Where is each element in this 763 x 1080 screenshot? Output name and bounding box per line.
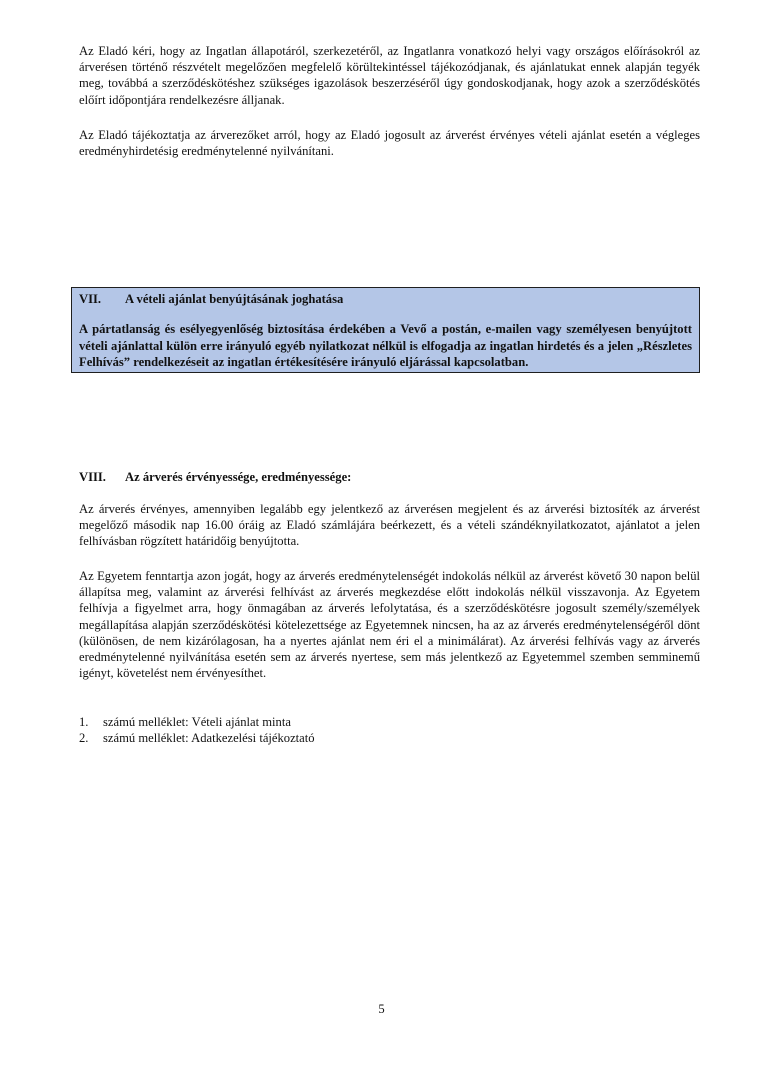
section-8-number: VIII. — [79, 470, 106, 484]
list-item — [79, 730, 315, 746]
annex-list — [79, 714, 315, 746]
annex-number: 2. — [79, 731, 89, 746]
section-8-title: Az árverés érvényessége, eredményessége: — [125, 470, 352, 484]
section-7-body: A pártatlanság és esélyegyenlőség biztosítása érdekében a Vevő a postán, e-mailen vagy személyesen benyújtott vételi ajánlattal külön erre irányuló egyéb nyilatkozat nélkül is elfogadja az ingatlan hirdetés és a jelen „Részletes Felhívás” rendelkezéseit az ingatlan értékesítésére irányuló eljárással kapcsolatban. — [79, 322, 692, 369]
section-7-title: A vételi ajánlat benyújtásának joghatása — [125, 292, 344, 306]
paragraph-university-rights: Az Egyetem fenntartja azon jogát, hogy az árverés eredménytelenségét indokolás nélkül az árverést követő 30 napon belül állapítsa meg, valamint az árverési felhívást az árverés megkezdése előtt indokolás nélkül visszavonja. Az Egyetem felhívja a figyelmet arra, hogy önmagában az árverés lefolytatása, és a szerződéskötésre jogosult személy/személyek megállapítása alapján szerződéskötési kötelezettsége az Egyetemnek nincsen, ha az az árverés eredménytelenségéről dönt (különösen, de nem kizárólagosan, ha a nyertes ajánlat nem éri el a minimálárat). Az árverési felhívás vagy az árverés eredménytelenné nyilvánítása esetén sem az árverés nyertese, sem más jelentkező az Egyetemmel szemben semminemű igényt, követelést nem érvényesíthet. — [79, 569, 700, 681]
section-7-highlight-box — [71, 287, 700, 373]
page-number: 5 — [378, 1002, 385, 1016]
list-item — [79, 714, 315, 730]
paragraph-seller-right-to-void: Az Eladó tájékoztatja az árverezőket arról, hogy az Eladó jogosult az árverést érvényes vételi ajánlat esetén a végleges eredményhirdetésig eredménytelenné nyilvánítani. — [79, 128, 700, 159]
section-7-number: VII. — [79, 292, 102, 306]
section-8-heading — [79, 469, 351, 485]
annex-label: számú melléklet: Vételi ajánlat minta — [103, 715, 291, 729]
annex-number: 1. — [79, 715, 89, 729]
annex-label: számú melléklet: Adatkezelési tájékoztató — [103, 731, 315, 746]
paragraph-property-inspection: Az Eladó kéri, hogy az Ingatlan állapotáról, szerkezetéről, az Ingatlanra vonatkozó helyi vagy országos előírásokról az árverésen történő részvételt megelőzően megfelelő körültekintéssel tájékozódjanak, és ajánlatukat ennek alapján tegyék meg, továbbá a szerződéskötéshez szükséges igazolások beszerzéséről úgy gondoskodjanak, hogy azok a szerződéskötés előírt időpontjára rendelkezésre álljanak. — [79, 44, 700, 107]
paragraph-auction-validity: Az árverés érvényes, amennyiben legalább egy jelentkező az árverésen megjelent és az árverési biztosíték az árverést megelőző második nap 16.00 óráig az Eladó számlájára beérkezett, és a vételi szándéknyilatkozatot, ajánlatot a jelen felhívásban rögzített határidőig benyújtotta. — [79, 502, 700, 549]
section-7-heading — [79, 291, 692, 307]
